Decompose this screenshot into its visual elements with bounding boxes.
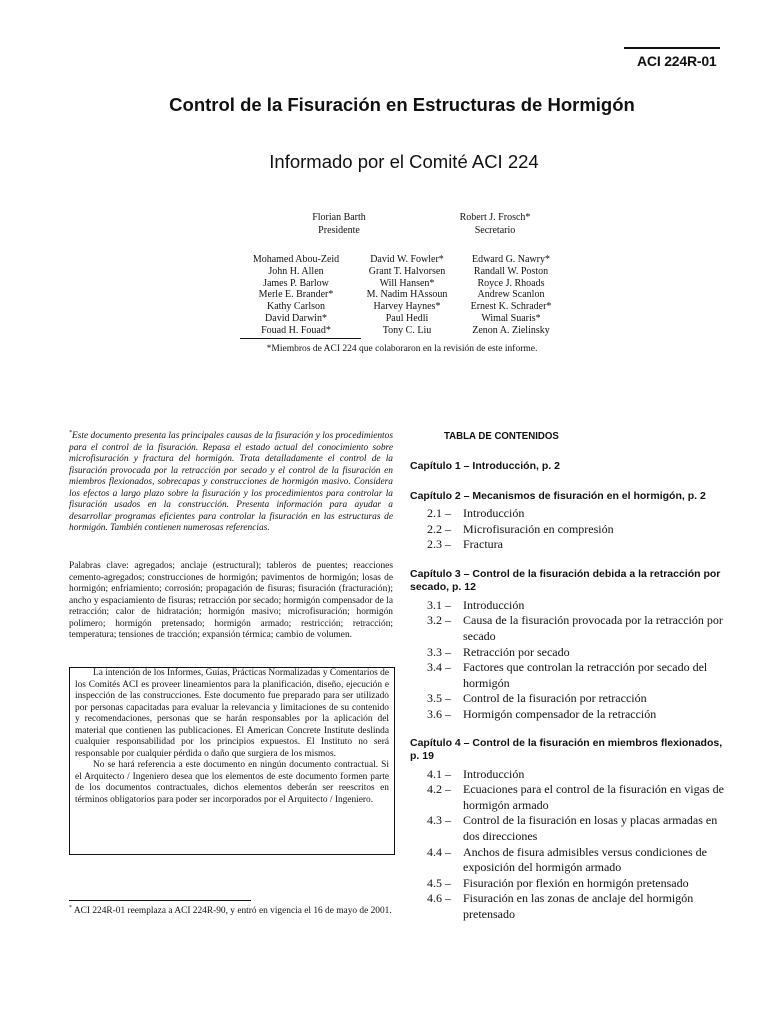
toc-section-title: Fisuración por flexión en hormigón pretensado <box>463 875 689 890</box>
toc-section-title: Introducción <box>463 506 525 520</box>
toc-section <box>410 506 732 522</box>
toc-section <box>410 660 732 691</box>
abstract-text: Este documento presenta las principales causas de la fisuración y los procedimientos para el control de la fisuración. Repasa el estado actual del conocimiento sobre microfisuración y fractura del hormigón. Trata detalladamente el control de la fisuración provocada por la retracción por secado y el control de la fisuración en miembros flexionados, sobrecapas y construcciones de hormigón masivo. Considera los efectos a largo plazo sobre la fisuración y los procedimientos para controlar la fisuración usados en la construcción. Presenta información para ayudar a desarrollar programas eficientes para controlar la fisuración en las estructuras de hormigón. También contienen numerosas referencias. <box>69 431 393 533</box>
abstract-mark: * <box>69 429 72 436</box>
member-name: Ernest K. Schrader* <box>470 301 552 313</box>
document-title: Control de la Fisuración en Estructuras de Hormigón <box>169 94 635 115</box>
document-subtitle: Informado por el Comité ACI 224 <box>269 151 539 172</box>
footnote-text: ACI 224R-01 reemplaza a ACI 224R-90, y entró en vigencia el 16 de mayo de 2001. <box>72 906 392 916</box>
toc-section-title: Fisuración en las zonas de anclaje del hormigón pretensado <box>463 891 694 921</box>
toc-section <box>410 645 732 661</box>
member-name: Will Hansen* <box>379 277 435 289</box>
toc-chapter-heading: Capítulo 2 – Mecanismos de fisuración en el hormigón, p. 2 <box>410 489 706 502</box>
toc-section-title: Fractura <box>463 537 503 552</box>
disclaimer-box <box>69 667 395 855</box>
members-column-2 <box>352 254 462 337</box>
member-name: M. Nadim HAssoun <box>366 289 448 301</box>
toc-section-number: 4.5 – <box>427 875 451 890</box>
toc-section-title: Ecuaciones para el control de la fisuración en vigas de hormigón armado <box>463 782 724 812</box>
member-name: David Darwin* <box>265 312 327 324</box>
toc-section-title: Retracción por secado <box>463 644 570 659</box>
toc-section-title: Control de la fisuración en losas y placas armadas en dos direcciones <box>463 813 718 843</box>
disclaimer-paragraph-1: La intención de los Informes, Guías, Prácticas Normalizadas y Comentarios de los Comités ACI es proveer lineamientos para la planificación, diseño, ejecución e inspección de las construcciones. Este documento fue preparado para ser utilizado por personas capacitadas para evaluar la relevancia y limitaciones de su contenido y recomendaciones, personas que se harán responsables por la aplicación del material que contienen las publicaciones. El American Concrete Institute deslinda cualquier responsabilidad por los principios expuestos. El Instituto no será responsable por cualquier pérdida o daño que surgiera de los mismos. <box>75 668 389 759</box>
toc-section-title: Microfisuración en compresión <box>463 521 614 536</box>
member-name: Kathy Carlson <box>266 301 326 313</box>
toc-section-number: 2.3 – <box>427 537 451 552</box>
toc-section-title: Anchos de fisura admisibles versus condiciones de exposición del hormigón armado <box>463 844 707 875</box>
members-column-3 <box>462 254 560 337</box>
toc-section <box>410 845 732 876</box>
officer-name: Robert J. Frosch* <box>459 212 531 223</box>
toc-section <box>410 876 732 892</box>
footnote-divider <box>69 900 251 901</box>
footnote-mark: * <box>69 904 72 911</box>
toc-section-number: 4.6 – <box>427 891 451 906</box>
member-name: Paul Hedli <box>385 312 429 324</box>
toc-section-number: 4.1 – <box>427 766 451 781</box>
toc-section-number: 2.2 – <box>427 521 451 536</box>
toc-section <box>410 767 732 783</box>
toc-section-title: Introducción <box>463 766 525 781</box>
toc-section-number: 4.3 – <box>427 813 451 828</box>
toc-section <box>410 691 732 707</box>
toc-section-title: Introducción <box>463 597 525 612</box>
keywords: Palabras clave: agregados; anclaje (estructural); tableros de puentes; reacciones cemento-agregados; construcciones de hormigón; pavimentos de hormigón; losas de hormigón; enfriamiento; corrosión; propagación de fisuras; fisuración (fracturación); ancho y espaciamiento de fisuras; retracción por secado; hormigón compensador de la retracción; calor de hidratación; hormigón masivo; microfisuración; hormigón polímero; hormigón pretensado; hormigón armado; restricción; retracción; temperatura; tensiones de tracción; expansión térmica; cambio de volumen. <box>69 561 393 640</box>
member-name: Andrew Scanlon <box>477 289 545 301</box>
officer-role: Presidente <box>318 224 360 236</box>
toc-section-number: 3.4 – <box>427 660 451 675</box>
disclaimer-paragraph-2: No se hará referencia a este documento en ningún documento contractual. Si el Arquitecto / Ingeniero desea que los elementos de este documento formen parte de los documentos contractuales, dichos elementos deberán ser reescritos en términos obligatorios para poder ser incorporados por el Arquitecto / Ingeniero. <box>75 760 389 805</box>
toc-section <box>410 707 732 723</box>
member-name: Zenon A. Zielinsky <box>472 324 550 336</box>
toc-chapter-heading: Capítulo 1 – Introducción, p. 2 <box>410 460 560 472</box>
toc-section <box>410 522 732 538</box>
member-name: David W. Fowler* <box>370 254 444 265</box>
member-name: Wimal Suaris* <box>481 312 541 324</box>
toc-section <box>410 613 732 644</box>
toc-section <box>410 598 732 614</box>
member-name: James P. Barlow <box>263 277 329 289</box>
toc-section <box>410 537 732 553</box>
toc-section-number: 2.1 – <box>427 506 451 520</box>
toc-section-number: 3.5 – <box>427 691 451 706</box>
member-name: Royce J. Rhoads <box>477 277 545 289</box>
toc-section <box>410 782 732 813</box>
toc-section-number: 4.4 – <box>427 844 451 859</box>
document-code: ACI 224R-01 <box>637 53 717 69</box>
toc-title: TABLA DE CONTENIDOS <box>444 430 559 442</box>
toc-chapter-heading: Capítulo 3 – Control de la fisuración debida a la retracción por secado, p. 12 <box>410 567 721 594</box>
toc-section-title: Factores que controlan la retracción por secado del hormigón <box>463 660 708 690</box>
table-of-contents <box>410 460 732 922</box>
toc-section-title: Control de la fisuración por retracción <box>463 691 647 706</box>
officer-role: Secretario <box>474 224 516 236</box>
officer-name: Florian Barth <box>312 212 366 223</box>
toc-section-number: 3.6 – <box>427 706 451 721</box>
abstract <box>69 431 393 535</box>
member-name: Grant T. Halvorsen <box>368 265 446 277</box>
member-name: Randall W. Poston <box>473 265 549 277</box>
toc-section-number: 3.3 – <box>427 644 451 659</box>
footnote <box>69 906 393 918</box>
member-name: Tony C. Liu <box>382 324 432 336</box>
officer-chair <box>294 212 384 237</box>
toc-chapter-heading: Capítulo 4 – Control de la fisuración en miembros flexionados, p. 19 <box>410 736 723 763</box>
member-name: Merle E. Brander* <box>258 289 334 301</box>
member-name: Mohamed Abou-Zeid <box>252 254 340 265</box>
toc-section <box>410 813 732 844</box>
committee-members <box>240 254 560 337</box>
members-column-1 <box>240 254 352 337</box>
officer-secretary <box>440 212 550 237</box>
toc-section-number: 4.2 – <box>427 782 451 797</box>
toc-section-number: 3.1 – <box>427 597 451 612</box>
member-name: Edward G. Nawry* <box>471 254 551 265</box>
member-name: Fouad H. Fouad* <box>261 324 331 336</box>
member-name: John H. Allen <box>268 265 324 277</box>
collaborators-note: *Miembros de ACI 224 que colaboraron en la revisión de este informe. <box>266 344 538 354</box>
toc-section <box>410 891 732 922</box>
member-name: Harvey Haynes* <box>373 301 441 313</box>
toc-section-title: Hormigón compensador de la retracción <box>463 706 657 721</box>
toc-section-title: Causa de la fisuración provocada por la retracción por secado <box>463 613 723 643</box>
toc-section-number: 3.2 – <box>427 613 451 628</box>
members-divider <box>240 338 361 339</box>
